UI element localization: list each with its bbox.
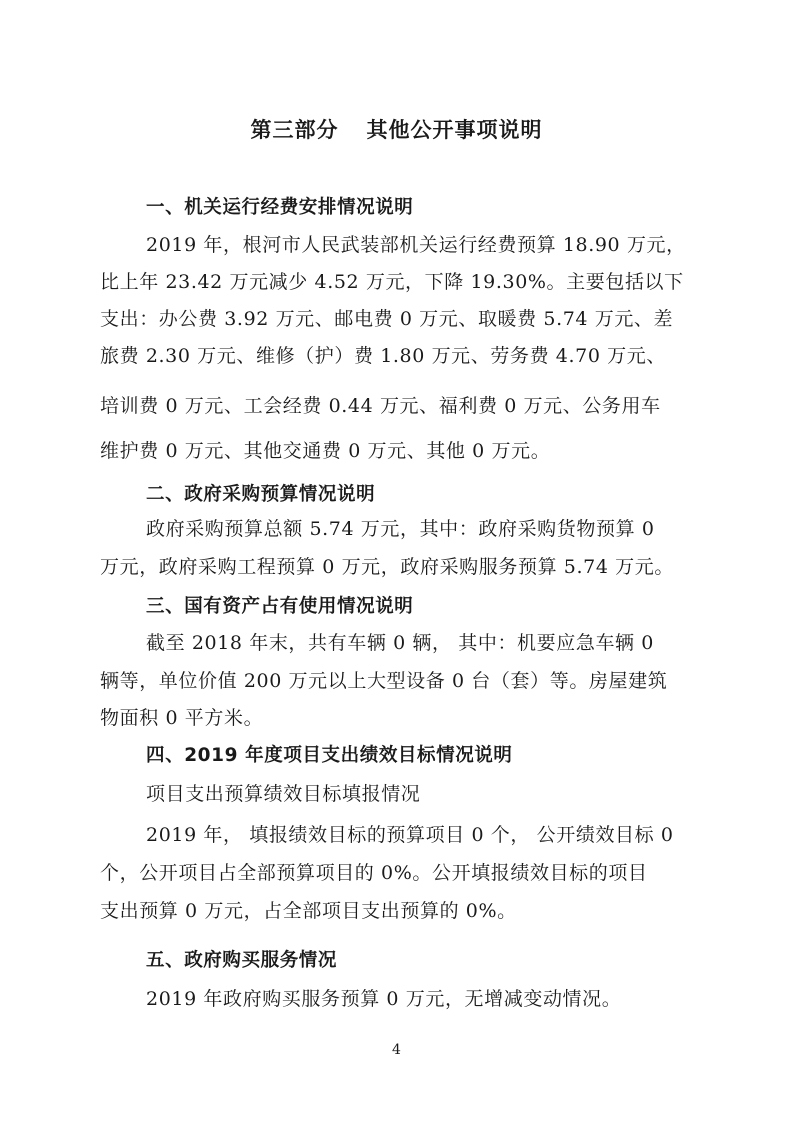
page-number: 4 (392, 1042, 401, 1058)
title-part: 第三部分 (250, 118, 339, 142)
paragraph-line: 辆等，单位价值 200 万元以上大型设备 0 台（套）等。房屋建筑 (100, 670, 668, 692)
paragraph-line: 2019 年， 填报绩效目标的预算项目 0 个， 公开绩效目标 0 (146, 824, 674, 846)
paragraph-line: 2019 年，根河市人民武装部机关运行经费预算 18.90 万元， (146, 234, 686, 256)
paragraph-line: 支出预算 0 万元，占全部项目支出预算的 0%。 (100, 900, 517, 922)
paragraph-line: 物面积 0 平方米。 (100, 707, 264, 729)
paragraph-line: 培训费 0 万元、工会经费 0.44 万元、福利费 0 万元、公务用车 (100, 395, 661, 417)
paragraph-line: 旅费 2.30 万元、维修（护）费 1.80 万元、劳务费 4.70 万元、 (100, 345, 666, 367)
section-heading-3: 三、国有资产占有使用情况说明 (146, 596, 414, 617)
paragraph-line: 项目支出预算绩效目标填报情况 (146, 783, 421, 805)
page-title (0, 114, 793, 144)
paragraph-line: 个，公开项目占全部预算项目的 0%。公开填报绩效目标的项目 (100, 862, 648, 884)
paragraph-line: 万元，政府采购工程预算 0 万元，政府采购服务预算 5.74 万元。 (100, 556, 674, 578)
section-heading-1: 一、机关运行经费安排情况说明 (146, 197, 414, 218)
paragraph-line: 维护费 0 万元、其他交通费 0 万元、其他 0 万元。 (100, 440, 551, 462)
paragraph-line: 支出：办公费 3.92 万元、邮电费 0 万元、取暖费 5.74 万元、差 (100, 308, 674, 330)
paragraph-line: 2019 年政府购买服务预算 0 万元，无增减变动情况。 (146, 988, 622, 1010)
paragraph-line: 政府采购预算总额 5.74 万元，其中：政府采购货物预算 0 (146, 518, 655, 540)
paragraph-line: 比上年 23.42 万元减少 4.52 万元，下降 19.30%。主要包括以下 (100, 271, 684, 293)
section-heading-4: 四、2019 年度项目支出绩效目标情况说明 (146, 745, 513, 766)
paragraph-line: 截至 2018 年末，共有车辆 0 辆， 其中：机要应急车辆 0 (146, 632, 654, 654)
section-heading-2: 二、政府采购预算情况说明 (146, 484, 376, 505)
title-subject: 其他公开事项说明 (366, 118, 543, 142)
section-heading-5: 五、政府购买服务情况 (146, 950, 338, 971)
